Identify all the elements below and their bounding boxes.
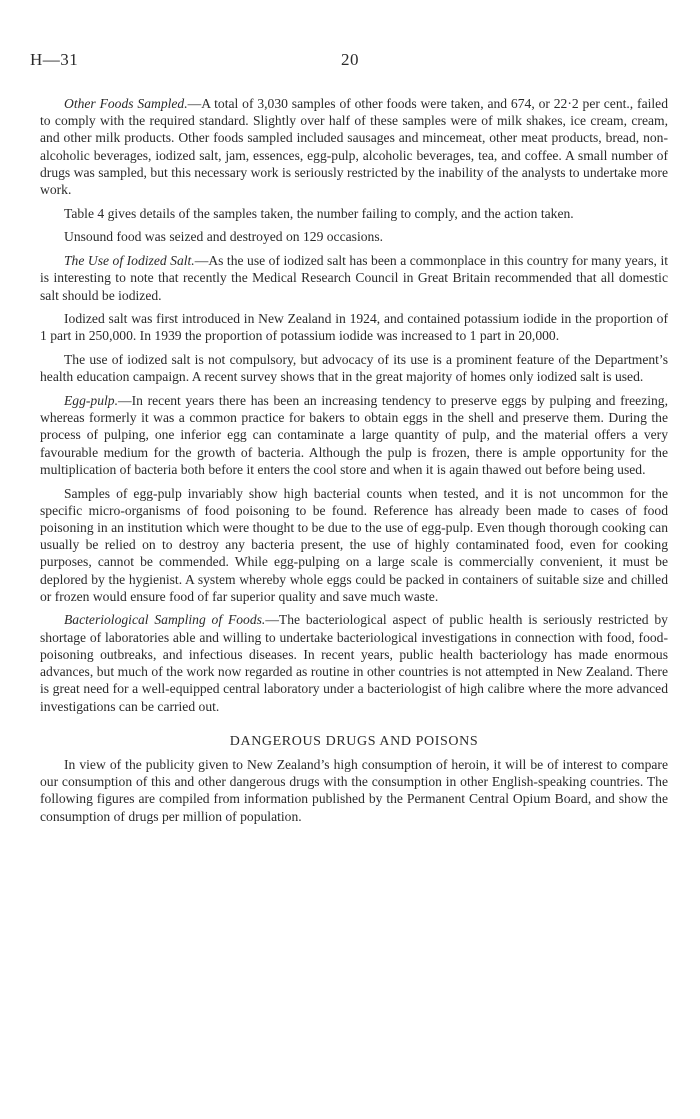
paragraph-text: Samples of egg-pulp invariably show high bacterial counts when tested, and it is not uncommon for the specific micro-organisms of food poisoning to be found. Reference has already been made to cases of food poisoning in an institution which were thought to be due to the use of egg-pulp. Even though thorough cooking can usually be relied on to destroy any bacteria present, the use of highly contaminated food, even for cooking purposes, cannot be commended. While egg-pulping on a large scale is commercially convenient, it must be deplored by the hygienist. A system whereby whole eggs could be packed in containers of suitable size and chilled or frozen would ensure food of far superior quality and save much waste.: [40, 485, 668, 604]
page-header: [30, 50, 670, 74]
page-number: 20: [341, 50, 359, 69]
document-reference: H—31: [30, 50, 79, 69]
paragraph-other-foods: [40, 95, 668, 198]
paragraph-text: —The bacteriological aspect of public health is seriously restricted by shortage of laboratories able and willing to undertake bacteriological investigations in connection with food, food-poisoning outbreaks, and infectious diseases. In recent years, public health bacteriology has made enormous advances, but much of the work now regarded as routine in other countries is not attempted in New Zealand. There is great need for a well-equipped central laboratory under a bacteriologist of high calibre where the more advanced investigations can be carried out.: [40, 612, 668, 714]
paragraph-iodized-salt-history: [40, 310, 668, 344]
paragraph-iodized-salt: [40, 252, 668, 304]
paragraph-bacteriological-sampling: [40, 611, 668, 714]
paragraph-lead: Other Foods Sampled.: [64, 96, 188, 111]
paragraph-text: —In recent years there has been an increasing tendency to preserve eggs by pulping and freezing, whereas formerly it was a common practice for bakers to obtain eggs in the shell and preserve them. During the process of pulping, one inferior egg can contaminate a large quantity of pulp, and the material offers a very favourable medium for the growth of bacteria. Although the pulp is frozen, there is ample opportunity for the multiplication of bacteria both before it enters the cool store and when it is again thawed out before being used.: [40, 393, 668, 477]
paragraph-egg-pulp: [40, 392, 668, 478]
section-heading-dangerous-drugs: DANGEROUS DRUGS AND POISONS: [229, 733, 479, 749]
paragraph-iodized-salt-advocacy: [40, 351, 668, 385]
page-body: [40, 95, 668, 831]
paragraph-table-reference: [40, 205, 668, 222]
paragraph-lead: Bacteriological Sampling of Foods.: [64, 612, 266, 628]
paragraph-lead: The Use of Iodized Salt.: [64, 253, 195, 269]
paragraph-lead: Egg-pulp.: [64, 393, 118, 409]
paragraph-dangerous-drugs: [40, 756, 668, 825]
paragraph-text: The use of iodized salt is not compulsory, but advocacy of its use is a prominent feature of the Department’s health education campaign. A recent survey shows that in the great majority of homes only iodized salt is used.: [40, 352, 668, 385]
paragraph-egg-pulp-samples: [40, 485, 668, 605]
paragraph-text: Iodized salt was first introduced in New Zealand in 1924, and contained potassium iodide in the proportion of 1 part in 250,000. In 1939 the proportion of potassium iodide was increased to 1 part in 20,000.: [40, 311, 668, 344]
paragraph-unsound-food: [40, 228, 668, 245]
paragraph-text: In view of the publicity given to New Zealand’s high consumption of heroin, it will be of interest to compare our consumption of this and other dangerous drugs with the consumption in other English-speaking countries. The following figures are compiled from information published by the Permanent Central Opium Board, and show the consumption of drugs per million of population.: [40, 756, 668, 824]
paragraph-text: —As the use of iodized salt has been a commonplace in this country for many years, it is interesting to note that recently the Medical Research Council in Great Britain recommended that all domestic salt should be iodized.: [40, 253, 669, 303]
paragraph-text: Unsound food was seized and destroyed on 129 occasions.: [64, 229, 384, 245]
paragraph-text: —A total of 3,030 samples of other foods were taken, and 674, or 22·2 per cent., failed to comply with the required standard. Slightly over half of these samples were of milk shakes, ice cream, cream, and other milk products. Other foods sampled included sausages and mincemeat, other meat products, bread, non-alcoholic beverages, iodized salt, jam, essences, egg-pulp, alcoholic beverages, tea, and coffee. A small number of drugs was sampled, but this necessary work is seriously restricted by the inability of the analysts to undertake more work.: [40, 96, 668, 198]
paragraph-text: Table 4 gives details of the samples taken, the number failing to comply, and the action taken.: [64, 205, 574, 221]
